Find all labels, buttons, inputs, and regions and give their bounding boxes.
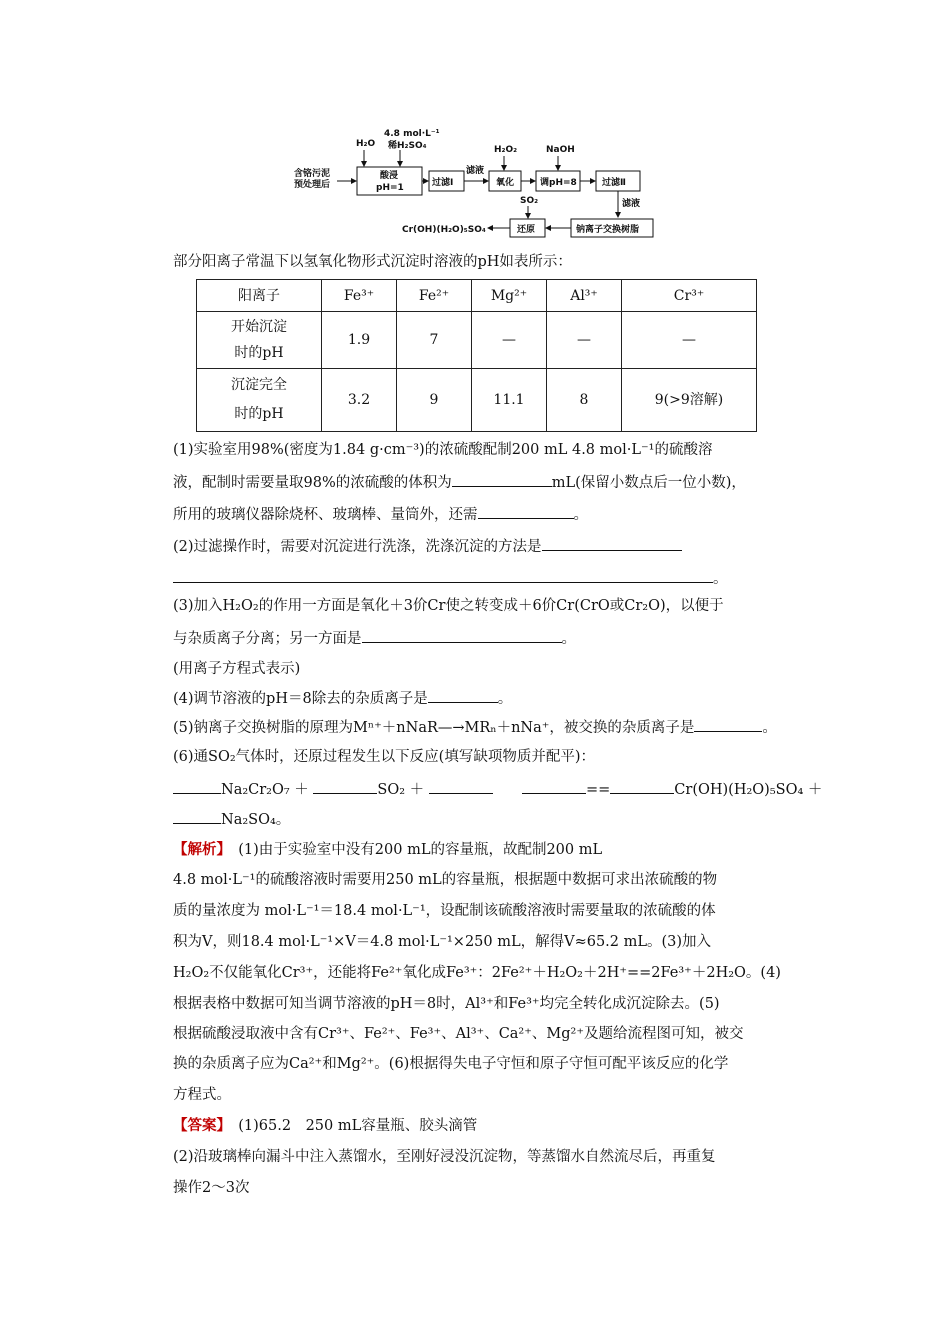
flow-adjust: 调pH=8	[540, 178, 577, 188]
table-cell: 3.2	[322, 369, 397, 432]
analysis-line1: 【解析】 (1)由于实验室中没有200 mL的容量瓶，故配制200 mL	[173, 841, 603, 858]
answer-blank[interactable]	[542, 536, 682, 551]
flow-filter1: 过滤Ⅰ	[432, 178, 454, 188]
analysis-line3: 质的量浓度为 mol·L⁻¹＝18.4 mol·L⁻¹，设配制该硫酸溶液时需要量取的浓硫酸的体	[173, 903, 716, 919]
flow-water-label: H₂O	[356, 139, 376, 149]
analysis-line2: 4.8 mol·L⁻¹的硫酸溶液时需要用250 mL的容量瓶，根据题中数据可求出浓硫酸的物	[173, 872, 718, 888]
process-flowchart	[292, 126, 662, 240]
question-2-line1: (2)过滤操作时，需要对沉淀进行洗涤，洗涤沉淀的方法是	[173, 536, 682, 557]
answer-blank[interactable]	[173, 568, 713, 583]
flow-filtrate1: 滤液	[466, 166, 485, 176]
flow-h2o2: H₂O₂	[494, 145, 518, 155]
flow-resin: 钠离子交换树脂	[576, 225, 640, 235]
question-2-line2: 。	[173, 568, 728, 589]
row-label: 沉淀完全 时的pH	[197, 369, 322, 432]
flow-start-line1: 含铬污泥	[294, 169, 331, 179]
answer-line3: 操作2～3次	[173, 1180, 250, 1196]
question-4: (4)调节溶液的pH＝8除去的杂质离子是 。	[173, 688, 512, 709]
answer-blank[interactable]	[478, 504, 574, 519]
table-header-cell: Mg²⁺	[472, 280, 547, 312]
answer-line2: (2)沿玻璃棒向漏斗中注入蒸馏水，至刚好浸没沉淀物，等蒸馏水自然流尽后，再重复	[173, 1149, 716, 1165]
flow-acid-name: 稀H₂SO₄	[388, 141, 427, 151]
question-3-line3: (用离子方程式表示)	[173, 661, 301, 677]
table-row	[197, 312, 757, 369]
question-5: (5)钠离子交换树脂的原理为Mⁿ⁺＋nNaR—→MRₙ＋nNa⁺，被交换的杂质离子是 。	[173, 717, 777, 738]
analysis-line8: 换的杂质离子应为Ca²⁺和Mg²⁺。(6)根据得失电子守恒和原子守恒可配平该反应的化学	[173, 1056, 729, 1072]
table-header-cell: Al³⁺	[547, 280, 622, 312]
question-1-line3: 所用的玻璃仪器除烧杯、玻璃棒、量筒外，还需 。	[173, 504, 588, 525]
analysis-tag: 【解析】	[173, 841, 224, 858]
answer-blank[interactable]	[313, 779, 377, 794]
answer-blank[interactable]	[694, 717, 762, 732]
equation-line2: Na₂SO₄。	[173, 809, 290, 830]
table-cell: 9(>9溶解)	[622, 369, 757, 432]
flow-reduce: 还原	[517, 225, 536, 235]
answer-blank[interactable]	[522, 779, 586, 794]
answer-blank[interactable]	[429, 779, 493, 794]
answer-blank[interactable]	[428, 688, 498, 703]
table-header-cell: Fe²⁺	[397, 280, 472, 312]
table-header-row	[197, 280, 757, 312]
table-cell: —	[622, 312, 757, 369]
analysis-line9: 方程式。	[173, 1087, 231, 1103]
table-cell: 1.9	[322, 312, 397, 369]
question-3-line2: 与杂质离子分离；另一方面是 。	[173, 628, 576, 649]
table-cell: 9	[397, 369, 472, 432]
analysis-line5: H₂O₂不仅能氧化Cr³⁺，还能将Fe²⁺氧化成Fe³⁺：2Fe²⁺＋H₂O₂＋2H⁺==2Fe³⁺＋2H₂O。(4)	[173, 965, 781, 981]
flow-leach-2: pH=1	[376, 183, 404, 193]
flow-filtrate2: 滤液	[622, 199, 641, 209]
table-cell: 8	[547, 369, 622, 432]
ph-table	[196, 279, 757, 432]
flow-product: Cr(OH)(H₂O)₅SO₄	[402, 225, 486, 235]
answer-blank[interactable]	[452, 472, 552, 487]
analysis-line4: 积为V，则18.4 mol·L⁻¹×V＝4.8 mol·L⁻¹×250 mL，解得V≈65.2 mL。(3)加入	[173, 934, 712, 950]
answer-line1: 【答案】 (1)65.2 250 mL容量瓶、胶头滴管	[173, 1117, 478, 1134]
answer-blank[interactable]	[173, 779, 221, 794]
table-header-cell: 阳离子	[197, 280, 322, 312]
question-1-line1: (1)实验室用98%(密度为1.84 g·cm⁻³)的浓硫酸配制200 mL 4.8 mol·L⁻¹的硫酸溶	[173, 442, 713, 458]
flow-acid-conc: 4.8 mol·L⁻¹	[384, 129, 440, 139]
flow-so2: SO₂	[520, 196, 539, 206]
flow-filter2: 过滤Ⅱ	[602, 178, 626, 188]
answer-blank[interactable]	[173, 809, 221, 824]
table-cell: —	[472, 312, 547, 369]
analysis-line7: 根据硫酸浸取液中含有Cr³⁺、Fe²⁺、Fe³⁺、Al³⁺、Ca²⁺、Mg²⁺及题给流程图可知，被交	[173, 1026, 744, 1042]
flow-leach-1: 酸浸	[380, 171, 399, 181]
table-intro: 部分阳离子常温下以氢氧化物形式沉淀时溶液的pH如表所示：	[173, 254, 572, 270]
row-label: 开始沉淀 时的pH	[197, 312, 322, 369]
table-cell: 11.1	[472, 369, 547, 432]
table-cell: —	[547, 312, 622, 369]
flow-start-line2: 预处理后	[294, 180, 331, 190]
analysis-line6: 根据表格中数据可知当调节溶液的pH＝8时，Al³⁺和Fe³⁺均完全转化成沉淀除去。(5)	[173, 996, 720, 1012]
answer-tag: 【答案】	[173, 1117, 224, 1134]
table-cell: 7	[397, 312, 472, 369]
table-header-cell: Cr³⁺	[622, 280, 757, 312]
table-header-cell: Fe³⁺	[322, 280, 397, 312]
question-1-line2: 液，配制时需要量取98%的浓硫酸的体积为 mL(保留小数点后一位小数)，	[173, 472, 746, 493]
answer-blank[interactable]	[362, 628, 562, 643]
flow-oxidize: 氧化	[496, 178, 515, 188]
question-6: (6)通SO₂气体时，还原过程发生以下反应(填写缺项物质并配平)：	[173, 749, 595, 765]
table-row	[197, 369, 757, 432]
equation-line1: Na₂Cr₂O₇ ＋ SO₂ ＋ == Cr(OH)(H₂O)₅SO₄ ＋	[173, 779, 822, 800]
question-3-line1: (3)加入H₂O₂的作用一方面是氧化＋3价Cr使之转变成＋6价Cr(CrO或Cr₂O)，以便于	[173, 598, 724, 614]
flow-naoh: NaOH	[546, 145, 575, 155]
answer-blank[interactable]	[610, 779, 674, 794]
